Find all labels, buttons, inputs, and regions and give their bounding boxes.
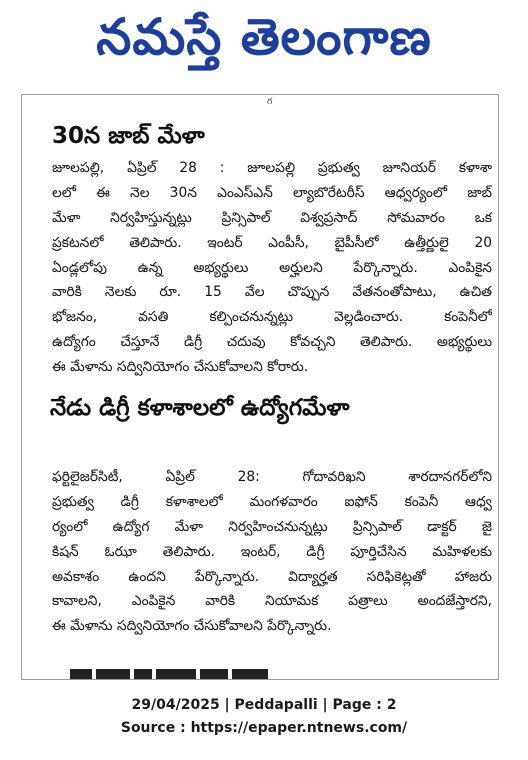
article-2-body [52, 465, 492, 639]
article-2-line: ప్రభుత్వ డిగ్రీ కళాశాలలో మంగళవారం ఐఫోన్ కంపెనీ ఆధ్వ [52, 493, 492, 510]
top-fragment: గ [267, 97, 273, 107]
article-2-line: కిషన్ ఓఝా తెలిపారు. ఇంటర్, డిగ్రీ పూర్తిచేసిన మహిళలకు [52, 543, 492, 560]
cut-off-headline-fragment [70, 663, 280, 680]
article-1-line: భోజనం, వసతి కల్పించనున్నట్లు వెల్లడించారు. కంపెనీలో [52, 309, 492, 326]
article-2-line: ర్యంలో ఉద్యోగ మేళా నిర్వహించనున్నట్లు ప్రిన్సిపాల్ డాక్టర్ జై [52, 518, 492, 535]
article-1-line: ఉద్యోగం చేస్తూనే డిగ్రీ చదువు కోవచ్చని తెలిపారు. అభ్యర్థులు [52, 334, 492, 351]
article-1-headline: 30న జాబ్ మేళా [52, 123, 205, 149]
article-2-line: ఈ మేళాను సద్వినియోగం చేసుకోవాలని పేర్కొన్నారు. [52, 618, 332, 635]
masthead [0, 0, 528, 80]
article-2-line: అవకాశం ఉందని పేర్కొన్నారు. విద్యార్హత సరిఫికెట్లతో హాజరు [52, 568, 492, 585]
article-1-body [52, 156, 492, 380]
article-2-headline: నేడు డిగ్రీ కళాశాలలో ఉద్యోగమేళా [50, 395, 350, 421]
article-2-line: ఫర్టిలైజర్‌సిటీ, ఏప్రిల్ 28: గోదావరిఖని శారదానగర్‌లోని [52, 469, 492, 485]
article-1-line: మేళా నిర్వహిస్తున్నట్లు ప్రిన్సిపాల్ విశ్వప్రసాద్ సోమవారం ఒక [52, 209, 492, 226]
article-2-line: కావాలని, ఎంపికైన వారికి నియామక పత్రాలు అందజేస్తారని, [52, 593, 492, 610]
footer-date-line: 29/04/2025 | Peddapalli | Page : 2 [131, 697, 397, 713]
article-1-line: లలో ఈ నెల 30న ఎంఎస్ఎన్ ల్యాబొరేటరీస్ ఆధ్వర్యంలో జాబ్ [52, 184, 492, 201]
masthead-title: నమస్తే తెలంగాణ [96, 8, 432, 66]
article-1-line: జూలపల్లి, ఏప్రిల్ 28 : జూలపల్లి ప్రభుత్వ జూనియర్ కళాశా [52, 160, 492, 176]
clipping-frame [21, 94, 499, 680]
article-1-line: ఈ మేళాను సద్వినియోగం చేసుకోవాలని కోరారు. [52, 359, 309, 376]
article-1-line: ఏండ్లలోపు ఉన్న అభ్యర్థులు అర్హులని పేర్కొన్నారు. ఎంపికైన [52, 259, 492, 276]
article-1-line: వారికి నెలకు రూ. 15 వేల చొప్పున వేతనంతోపాటు, ఉచిత [52, 284, 492, 301]
article-1-line: ప్రకటనలో తెలిపారు. ఇంటర్ ఎంపీసీ, బైపీసీలో ఉత్తీర్ణులై 20 [52, 234, 492, 251]
footer-source-line: Source : https://epaper.ntnews.com/ [120, 720, 408, 736]
